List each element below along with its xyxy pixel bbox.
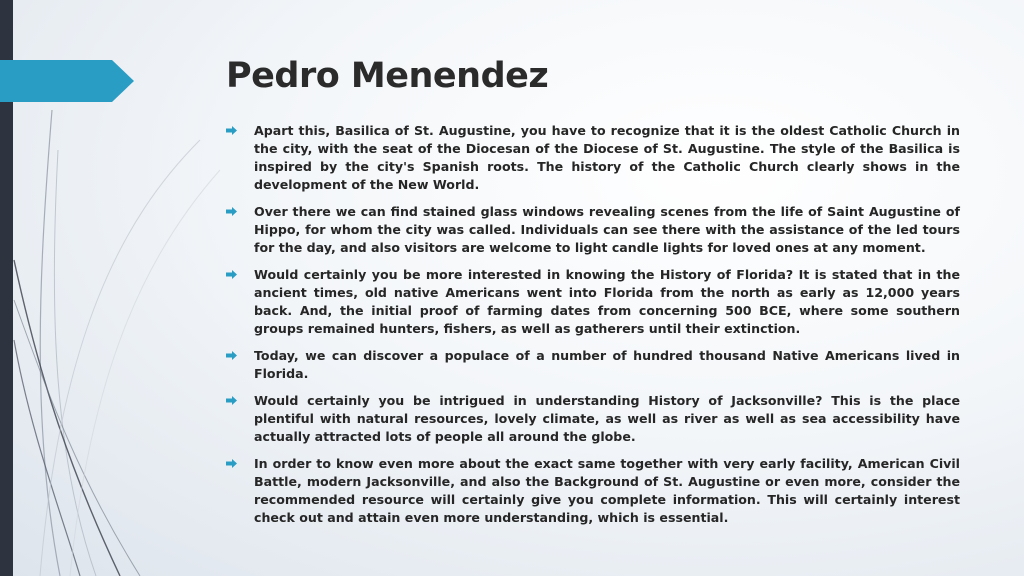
arrow-bullet-icon (226, 396, 237, 405)
bullet-item (226, 455, 960, 527)
bullet-list (226, 122, 960, 536)
bullet-text: Today, we can discover a populace of a number of hundred thousand Native Americans lived in Florida. (254, 348, 960, 381)
bullet-text: Would certainly you be more interested in knowing the History of Florida? It is stated that in the ancient times, old native Americans went into Florida from the north as early as 12,000 years back. And, the initial proof of farming dates from concerning 500 BCE, where some southern groups remained hunters, fishers, as well as gatherers until their extinction. (254, 267, 960, 336)
bullet-text: Would certainly you be intrigued in understanding History of Jacksonville? This is the place plentiful with natural resources, lovely climate, as well as river as well as sea accessibility have actually attracted lots of people all around the globe. (254, 393, 960, 444)
arrow-bullet-icon (226, 459, 237, 468)
bullet-text: Over there we can find stained glass windows revealing scenes from the life of Saint Augustine of Hippo, for whom the city was called. Individuals can see there with the assistance of the led tours for the day, and also visitors are welcome to light candle lights for loved ones at any moment. (254, 204, 960, 255)
title-accent-arrow (0, 60, 134, 102)
bullet-item (226, 203, 960, 257)
bullet-item (226, 122, 960, 194)
slide-title: Pedro Menendez (226, 56, 549, 96)
bullet-item (226, 347, 960, 383)
bullet-item (226, 392, 960, 446)
bullet-item (226, 266, 960, 338)
arrow-bullet-icon (226, 207, 237, 216)
arrow-bullet-icon (226, 351, 237, 360)
bullet-text: In order to know even more about the exact same together with very early facility, American Civil Battle, modern Jacksonville, and also the Background of St. Augustine or even more, consider the recommended resource will certainly give you complete information. This will certainly interest check out and attain even more understanding, which is essential. (254, 456, 960, 525)
arrow-bullet-icon (226, 270, 237, 279)
bullet-text: Apart this, Basilica of St. Augustine, you have to recognize that it is the oldest Catholic Church in the city, with the seat of the Diocesan of the Diocese of St. Augustine. The style of the Basilica is inspired by the city's Spanish roots. The history of the Catholic Church clearly shows in the development of the New World. (254, 123, 960, 192)
arrow-bullet-icon (226, 126, 237, 135)
